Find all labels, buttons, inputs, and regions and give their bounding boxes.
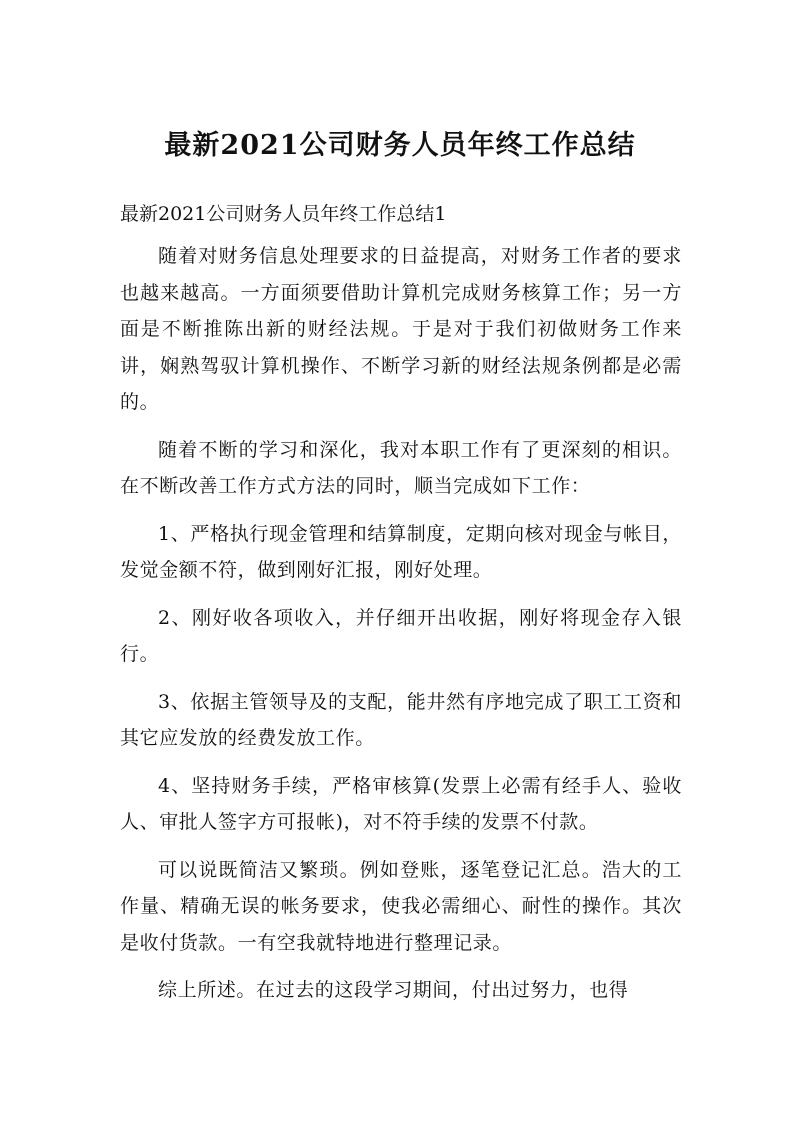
document-title: 最新2021公司财务人员年终工作总结: [164, 130, 636, 161]
document-subtitle: 最新2021公司财务人员年终工作总结1: [120, 203, 447, 225]
paragraph: 随着不断的学习和深化，我对本职工作有了更深刻的相识。在不断改善工作方式方法的同时，顺当完成如下工作：: [120, 438, 682, 497]
paragraph: 3、依据主管领导及的支配，能井然有序地完成了职工工资和其它应发放的经费发放工作。: [120, 690, 682, 749]
paragraph: 2、刚好收各项收入，并仔细开出收据，刚好将现金存入银行。: [120, 606, 682, 665]
paragraph: 综上所述。在过去的这段学习期间，付出过努力，也得: [158, 979, 629, 1001]
paragraph: 随着对财务信息处理要求的日益提高，对财务工作者的要求也越来越高。一方面须要借助计算机完成财务核算工作；另一方面是不断推陈出新的财经法规。于是对于我们初做财务工作来讲，娴熟驾驭计算机操作、不断学习新的财经法规条例都是必需的。: [120, 245, 682, 413]
document-body: [120, 238, 682, 1020]
paragraph: 4、坚持财务手续，严格审核算(发票上必需有经手人、验收人、审批人签字方可报帐)，对不符手续的发票不付款。: [120, 774, 682, 833]
paragraph: 1、严格执行现金管理和结算制度，定期向核对现金与帐目，发觉金额不符，做到刚好汇报，刚好处理。: [120, 522, 682, 581]
paragraph: 可以说既简洁又繁琐。例如登账，逐笔登记汇总。浩大的工作量、精确无误的帐务要求，使我必需细心、耐性的操作。其次是收付货款。一有空我就特地进行整理记录。: [120, 858, 682, 954]
